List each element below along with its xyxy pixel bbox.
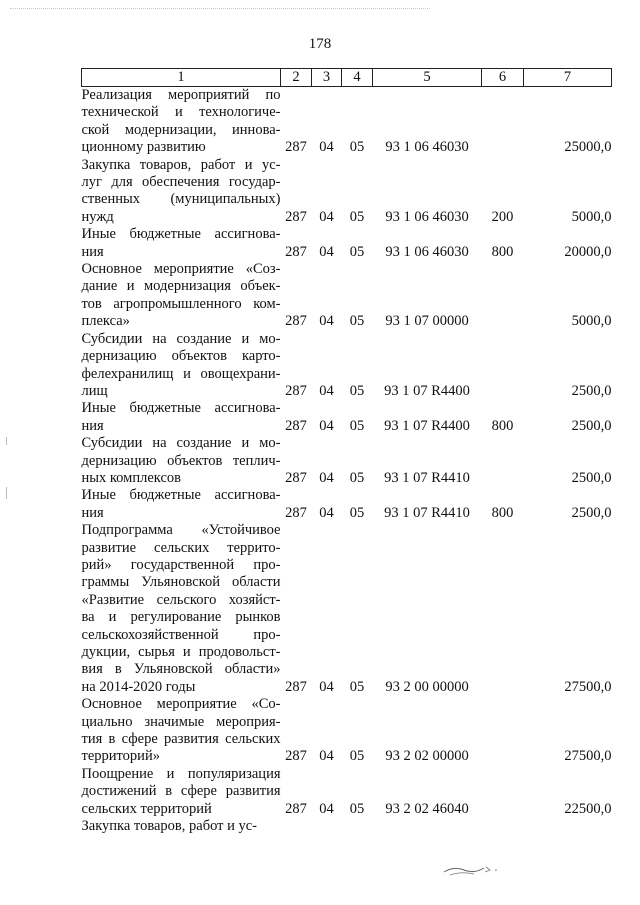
row-amount: 2500,0 bbox=[571, 469, 612, 486]
row-section-code: 04 bbox=[319, 504, 334, 521]
table-row bbox=[82, 331, 612, 401]
row-name-line: достижений в сфере развития bbox=[81, 783, 281, 800]
row-subsection-code: 05 bbox=[349, 417, 365, 434]
row-name-line: технической и технологиче- bbox=[81, 104, 281, 121]
row-name-line: вия в Ульяновской области» bbox=[81, 661, 281, 678]
row-administrator-code: 287 bbox=[285, 417, 307, 434]
row-target-article: 93 2 00 00000 bbox=[385, 678, 469, 695]
row-name-line: территорий» bbox=[81, 748, 160, 765]
row-administrator-code bbox=[281, 818, 312, 835]
row-name-line: нужд bbox=[81, 208, 114, 225]
row-amount: 27500,0 bbox=[564, 678, 612, 695]
row-name-line: Подпрограмма «Устойчивое bbox=[81, 522, 281, 539]
row-name-line: Основное мероприятие «Со- bbox=[81, 696, 281, 713]
row-amount: 5000,0 bbox=[571, 313, 612, 330]
table-row bbox=[82, 400, 612, 435]
row-name bbox=[82, 331, 281, 401]
row-expense-type bbox=[482, 818, 524, 835]
page-number: 178 bbox=[308, 36, 332, 52]
row-expense-type: 800 bbox=[491, 504, 514, 521]
row-subsection-code: 05 bbox=[349, 678, 365, 695]
table-row bbox=[82, 522, 612, 696]
row-section-code: 04 bbox=[319, 382, 334, 399]
handwritten-mark bbox=[440, 858, 500, 878]
row-administrator-code: 287 bbox=[285, 382, 307, 399]
row-amount: 5000,0 bbox=[571, 208, 612, 225]
row-name-line: Поощрение и популяризация bbox=[81, 765, 281, 782]
column-header-4: 4 bbox=[342, 69, 373, 87]
table-row bbox=[82, 157, 612, 227]
row-amount bbox=[524, 818, 612, 835]
row-name-line: циально значимые мероприя- bbox=[81, 713, 281, 730]
row-amount: 20000,0 bbox=[564, 243, 612, 260]
row-subsection-code: 05 bbox=[349, 208, 365, 225]
row-section-code: 04 bbox=[319, 208, 334, 225]
row-target-article: 93 1 06 46030 bbox=[385, 243, 469, 260]
row-name-line: развитие сельских террито- bbox=[81, 539, 281, 556]
row-target-article: 93 2 02 46040 bbox=[385, 800, 469, 817]
column-header-6: 6 bbox=[482, 69, 524, 87]
table-body bbox=[82, 87, 612, 836]
row-name bbox=[82, 435, 281, 487]
row-name-line: тия в сфере развития сельских bbox=[81, 731, 281, 748]
row-name bbox=[82, 157, 281, 227]
table-row bbox=[82, 766, 612, 818]
row-name-line: Субсидии на создание и мо- bbox=[81, 330, 281, 347]
column-header-5: 5 bbox=[373, 69, 482, 87]
table-row bbox=[82, 87, 612, 157]
row-amount: 2500,0 bbox=[571, 417, 612, 434]
row-name-line: ных комплексов bbox=[81, 469, 181, 486]
row-target-article bbox=[373, 818, 482, 835]
row-administrator-code: 287 bbox=[285, 208, 307, 225]
row-name bbox=[82, 766, 281, 818]
column-header-1: 1 bbox=[82, 69, 281, 87]
row-name-line: ственных (муниципальных) bbox=[81, 191, 281, 208]
row-name-line: Иные бюджетные ассигнова- bbox=[81, 400, 281, 417]
row-name-line: ва и регулирование рынков bbox=[81, 609, 281, 626]
row-name-line: Закупка товаров, работ и ус- bbox=[81, 156, 281, 173]
row-subsection-code: 05 bbox=[349, 748, 365, 765]
row-expense-type bbox=[482, 696, 524, 766]
row-name bbox=[82, 487, 281, 522]
row-name-line: ционному развитию bbox=[81, 139, 206, 156]
row-name bbox=[82, 818, 281, 835]
scan-margin-mark bbox=[6, 437, 7, 445]
column-header-2: 2 bbox=[281, 69, 312, 87]
row-name-line: Закупка товаров, работ и ус- bbox=[81, 818, 258, 835]
row-section-code: 04 bbox=[319, 313, 334, 330]
row-name-line: тов агропромышленного ком- bbox=[81, 295, 281, 312]
row-name-line: «Развитие сельского хозяйст- bbox=[81, 591, 281, 608]
row-target-article: 93 2 02 00000 bbox=[385, 748, 469, 765]
table-row bbox=[82, 261, 612, 331]
row-administrator-code: 287 bbox=[285, 800, 307, 817]
row-name-line: ской модернизации, иннова- bbox=[81, 121, 281, 138]
row-name-line: рий» государственной про- bbox=[81, 556, 281, 573]
row-section-code: 04 bbox=[319, 243, 334, 260]
row-section-code: 04 bbox=[319, 469, 334, 486]
row-name bbox=[82, 522, 281, 696]
row-name-line: дание и модернизация объек- bbox=[81, 278, 281, 295]
budget-table bbox=[81, 68, 612, 835]
row-name-line: граммы Ульяновской области bbox=[81, 574, 281, 591]
row-administrator-code: 287 bbox=[285, 504, 307, 521]
row-subsection-code bbox=[342, 818, 373, 835]
row-amount: 27500,0 bbox=[564, 748, 612, 765]
row-name-line: ния bbox=[81, 417, 104, 434]
row-name-line: сельских территорий bbox=[81, 800, 212, 817]
row-expense-type bbox=[482, 522, 524, 696]
row-section-code: 04 bbox=[319, 417, 334, 434]
row-name-line: Основное мероприятие «Соз- bbox=[81, 261, 281, 278]
row-target-article: 93 1 06 46030 bbox=[385, 208, 469, 225]
table-row bbox=[82, 818, 612, 835]
row-name-line: дукции, сырья и продовольст- bbox=[81, 644, 281, 660]
row-subsection-code: 05 bbox=[349, 313, 365, 330]
row-administrator-code: 287 bbox=[285, 243, 307, 260]
row-expense-type bbox=[482, 331, 524, 401]
row-administrator-code: 287 bbox=[285, 748, 307, 765]
scan-artifact-dots bbox=[10, 8, 430, 11]
row-name-line: дернизацию объектов теплич- bbox=[81, 452, 281, 469]
row-name-line: сельскохозяйственной про- bbox=[81, 626, 281, 643]
row-name-line: фелехранилищ и овощехрани- bbox=[81, 365, 281, 382]
row-name-line: Субсидии на создание и мо- bbox=[81, 435, 281, 452]
row-section-code: 04 bbox=[319, 800, 334, 817]
row-expense-type: 200 bbox=[491, 208, 514, 225]
row-expense-type: 800 bbox=[491, 243, 514, 260]
row-name bbox=[82, 87, 281, 157]
row-expense-type bbox=[482, 766, 524, 818]
row-expense-type bbox=[482, 261, 524, 331]
row-subsection-code: 05 bbox=[349, 382, 365, 399]
row-target-article: 93 1 07 R4400 bbox=[384, 417, 470, 434]
row-administrator-code: 287 bbox=[285, 678, 307, 695]
row-section-code: 04 bbox=[319, 748, 334, 765]
row-amount: 25000,0 bbox=[564, 139, 612, 156]
row-name-line: Реализация мероприятий по bbox=[81, 87, 281, 103]
row-name bbox=[82, 696, 281, 766]
table-row bbox=[82, 487, 612, 522]
row-name bbox=[82, 261, 281, 331]
row-target-article: 93 1 07 R4400 bbox=[384, 382, 470, 399]
column-header-3: 3 bbox=[312, 69, 342, 87]
row-name-line: дернизацию объектов карто- bbox=[81, 348, 281, 365]
row-subsection-code: 05 bbox=[349, 800, 365, 817]
row-expense-type bbox=[482, 87, 524, 157]
row-name-line: лищ bbox=[81, 382, 108, 399]
row-subsection-code: 05 bbox=[349, 504, 365, 521]
row-expense-type: 800 bbox=[491, 417, 514, 434]
row-name-line: луг для обеспечения государ- bbox=[81, 174, 281, 191]
row-administrator-code: 287 bbox=[285, 469, 307, 486]
scan-margin-mark bbox=[6, 487, 7, 499]
row-name-line: на 2014-2020 годы bbox=[81, 678, 196, 695]
row-section-code: 04 bbox=[319, 678, 334, 695]
row-name bbox=[82, 226, 281, 261]
row-name-line: Иные бюджетные ассигнова- bbox=[81, 487, 281, 504]
row-amount: 2500,0 bbox=[571, 382, 612, 399]
row-name-line: ния bbox=[81, 243, 104, 260]
row-section-code: 04 bbox=[319, 139, 334, 156]
row-target-article: 93 1 07 R4410 bbox=[384, 469, 470, 486]
row-name bbox=[82, 400, 281, 435]
row-name-line: ния bbox=[81, 504, 104, 521]
table-row bbox=[82, 435, 612, 487]
row-administrator-code: 287 bbox=[285, 139, 307, 156]
row-subsection-code: 05 bbox=[349, 139, 365, 156]
row-expense-type bbox=[482, 435, 524, 487]
table-row bbox=[82, 696, 612, 766]
row-name-line: плекса» bbox=[81, 313, 130, 330]
table-header-row bbox=[82, 69, 612, 87]
row-amount: 22500,0 bbox=[564, 800, 612, 817]
row-target-article: 93 1 07 00000 bbox=[385, 313, 469, 330]
row-target-article: 93 1 06 46030 bbox=[385, 139, 469, 156]
table-row bbox=[82, 226, 612, 261]
row-subsection-code: 05 bbox=[349, 469, 365, 486]
row-amount: 2500,0 bbox=[571, 504, 612, 521]
column-header-7: 7 bbox=[524, 69, 612, 87]
row-subsection-code: 05 bbox=[349, 243, 365, 260]
row-administrator-code: 287 bbox=[285, 313, 307, 330]
row-target-article: 93 1 07 R4410 bbox=[384, 504, 470, 521]
row-section-code bbox=[312, 818, 342, 835]
row-name-line: Иные бюджетные ассигнова- bbox=[81, 226, 281, 243]
